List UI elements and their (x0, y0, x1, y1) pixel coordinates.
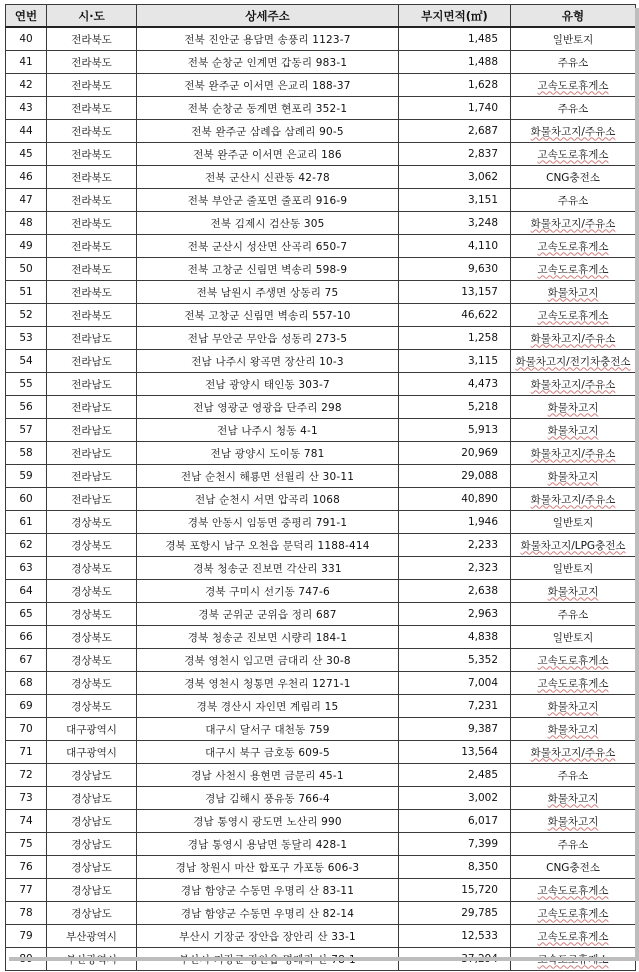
cell-region: 경상북도 (47, 511, 137, 534)
table-row (6, 97, 636, 120)
cell-no: 65 (6, 603, 47, 626)
table-row (6, 534, 636, 557)
cell-no: 70 (6, 718, 47, 741)
cell-type (511, 419, 636, 442)
cell-address: 전북 진안군 용담면 송풍리 1123-7 (137, 27, 399, 51)
cell-type (511, 327, 636, 350)
cell-area: 46,622 (399, 304, 511, 327)
type-label: 주유소 (557, 194, 589, 207)
table-row (6, 833, 636, 856)
cell-type (511, 166, 636, 189)
cell-type (511, 672, 636, 695)
cell-no: 73 (6, 787, 47, 810)
cell-no: 51 (6, 281, 47, 304)
table-row (6, 235, 636, 258)
cell-area: 5,352 (399, 649, 511, 672)
cell-area: 2,963 (399, 603, 511, 626)
cell-region: 전라북도 (47, 235, 137, 258)
cell-address: 전북 완주군 삼례읍 삼례리 90-5 (137, 120, 399, 143)
type-label: 고속도로휴게소 (537, 263, 609, 276)
cell-address: 경북 청송군 진보면 각산리 331 (137, 557, 399, 580)
type-label: 주유소 (557, 56, 589, 69)
cell-type (511, 557, 636, 580)
header-area: 부지면적(㎡) (399, 5, 511, 28)
type-label: 화물차고지/LPG충전소 (520, 539, 626, 552)
type-label: 화물차고지 (547, 792, 599, 805)
cell-address: 전남 순천시 서면 압곡리 1068 (137, 488, 399, 511)
cell-type (511, 580, 636, 603)
type-label: 주유소 (557, 102, 589, 115)
cell-area: 6,017 (399, 810, 511, 833)
cell-area: 3,002 (399, 787, 511, 810)
cell-type (511, 350, 636, 373)
cell-region: 대구광역시 (47, 718, 137, 741)
cell-no: 43 (6, 97, 47, 120)
cell-address: 경남 함양군 수동면 우명리 산 82-14 (137, 902, 399, 925)
cell-region: 경상남도 (47, 902, 137, 925)
cell-area: 7,399 (399, 833, 511, 856)
table-row (6, 51, 636, 74)
table-row (6, 258, 636, 281)
cell-region: 경상남도 (47, 856, 137, 879)
cell-no: 66 (6, 626, 47, 649)
cell-area: 9,630 (399, 258, 511, 281)
type-label: 고속도로휴게소 (537, 240, 609, 253)
cell-no: 64 (6, 580, 47, 603)
cell-type (511, 787, 636, 810)
cell-no: 54 (6, 350, 47, 373)
type-label: 주유소 (557, 608, 589, 621)
cell-no: 62 (6, 534, 47, 557)
table-row (6, 212, 636, 235)
cell-region: 전라남도 (47, 327, 137, 350)
cell-area: 2,837 (399, 143, 511, 166)
cell-area: 1,258 (399, 327, 511, 350)
page-shadow-right (635, 8, 639, 959)
cell-area: 5,218 (399, 396, 511, 419)
header-no: 연번 (6, 5, 47, 28)
cell-address: 전남 나주시 청동 4-1 (137, 419, 399, 442)
table-row (6, 810, 636, 833)
table-row (6, 695, 636, 718)
cell-region: 부산광역시 (47, 925, 137, 948)
cell-address: 전북 완주군 이서면 은교리 186 (137, 143, 399, 166)
cell-region: 경상북도 (47, 534, 137, 557)
table-row (6, 511, 636, 534)
cell-no: 74 (6, 810, 47, 833)
cell-address: 전북 고창군 신림면 벽송리 557-10 (137, 304, 399, 327)
cell-region: 전라북도 (47, 189, 137, 212)
cell-type (511, 925, 636, 948)
cell-address: 경북 청송군 진보면 시량리 184-1 (137, 626, 399, 649)
type-label: 고속도로휴게소 (537, 930, 609, 943)
cell-type (511, 27, 636, 51)
cell-address: 경남 김해시 풍유동 766-4 (137, 787, 399, 810)
table-row (6, 879, 636, 902)
cell-address: 경북 영천시 임고면 금대리 산 30-8 (137, 649, 399, 672)
cell-address: 전북 고창군 신림면 벽송리 598-9 (137, 258, 399, 281)
type-label: 화물차고지 (547, 286, 599, 299)
header-row (6, 5, 636, 28)
cell-region: 전라남도 (47, 442, 137, 465)
cell-type (511, 212, 636, 235)
cell-region: 경상북도 (47, 695, 137, 718)
cell-region: 경상북도 (47, 626, 137, 649)
cell-type (511, 534, 636, 557)
cell-address: 경남 함양군 수동면 우명리 산 83-11 (137, 879, 399, 902)
cell-no: 56 (6, 396, 47, 419)
type-label: 화물차고지/주유소 (530, 746, 616, 759)
type-label: CNG충전소 (546, 171, 600, 184)
cell-type (511, 304, 636, 327)
cell-area: 13,157 (399, 281, 511, 304)
cell-region: 경상남도 (47, 879, 137, 902)
cell-address: 전북 부안군 줄포면 줄포리 916-9 (137, 189, 399, 212)
cell-type (511, 511, 636, 534)
cell-area: 2,233 (399, 534, 511, 557)
cell-area: 20,969 (399, 442, 511, 465)
cell-no: 44 (6, 120, 47, 143)
table-row (6, 373, 636, 396)
cell-region: 전라북도 (47, 304, 137, 327)
table-row (6, 304, 636, 327)
header-region: 시·도 (47, 5, 137, 28)
cell-type (511, 626, 636, 649)
type-label: 고속도로휴게소 (537, 677, 609, 690)
table-row (6, 672, 636, 695)
table-row (6, 120, 636, 143)
cell-address: 부산시 기장군 장안읍 장안리 산 33-1 (137, 925, 399, 948)
table-row (6, 350, 636, 373)
cell-area: 1,628 (399, 74, 511, 97)
cell-area: 9,387 (399, 718, 511, 741)
cell-address: 전북 김제시 검산동 305 (137, 212, 399, 235)
cell-no: 76 (6, 856, 47, 879)
cell-region: 전라북도 (47, 143, 137, 166)
cell-address: 전남 순천시 해룡면 선월리 산 30-11 (137, 465, 399, 488)
cell-address: 경남 사천시 용현면 금문리 45-1 (137, 764, 399, 787)
cell-region: 전라북도 (47, 27, 137, 51)
cell-no: 58 (6, 442, 47, 465)
cell-region: 전라북도 (47, 166, 137, 189)
cell-area: 1,485 (399, 27, 511, 51)
cell-type (511, 718, 636, 741)
cell-region: 전라북도 (47, 212, 137, 235)
table-row (6, 649, 636, 672)
cell-address: 전남 영광군 영광읍 단주리 298 (137, 396, 399, 419)
table-row (6, 465, 636, 488)
cell-type (511, 396, 636, 419)
cell-area: 8,350 (399, 856, 511, 879)
cell-region: 전라남도 (47, 350, 137, 373)
cell-area: 3,115 (399, 350, 511, 373)
table-header (6, 5, 636, 28)
cell-area: 5,913 (399, 419, 511, 442)
cell-type (511, 235, 636, 258)
cell-address: 전남 나주시 왕곡면 장산리 10-3 (137, 350, 399, 373)
type-label: 고속도로휴게소 (537, 79, 609, 92)
cell-address: 경남 창원시 마산 합포구 가포동 606-3 (137, 856, 399, 879)
cell-area: 2,485 (399, 764, 511, 787)
table-row (6, 856, 636, 879)
cell-no: 67 (6, 649, 47, 672)
table-row (6, 925, 636, 948)
cell-address: 경북 군위군 군위읍 정리 687 (137, 603, 399, 626)
type-label: 일반토지 (552, 33, 594, 46)
cell-area: 3,151 (399, 189, 511, 212)
cell-area: 2,638 (399, 580, 511, 603)
cell-area: 40,890 (399, 488, 511, 511)
cell-no: 48 (6, 212, 47, 235)
table-row (6, 442, 636, 465)
table-row (6, 74, 636, 97)
cell-no: 40 (6, 27, 47, 51)
cell-type (511, 810, 636, 833)
type-label: 주유소 (557, 838, 589, 851)
cell-area: 12,533 (399, 925, 511, 948)
cell-address: 전남 광양시 도이동 781 (137, 442, 399, 465)
cell-type (511, 603, 636, 626)
type-label: 고속도로휴게소 (537, 654, 609, 667)
header-address: 상세주소 (137, 5, 399, 28)
page-shadow-bottom (9, 957, 639, 961)
cell-area: 7,231 (399, 695, 511, 718)
cell-type (511, 258, 636, 281)
cell-address: 전북 완주군 이서면 은교리 188-37 (137, 74, 399, 97)
cell-no: 63 (6, 557, 47, 580)
type-label: 화물차고지/주유소 (530, 125, 616, 138)
cell-area: 29,785 (399, 902, 511, 925)
cell-type (511, 465, 636, 488)
cell-area: 4,110 (399, 235, 511, 258)
table-row (6, 327, 636, 350)
cell-area: 1,488 (399, 51, 511, 74)
cell-area: 1,740 (399, 97, 511, 120)
cell-address: 경남 통영시 용남면 동달리 428-1 (137, 833, 399, 856)
table-row (6, 189, 636, 212)
cell-region: 전라남도 (47, 419, 137, 442)
cell-address: 경북 포항시 남구 오천읍 문덕리 1188-414 (137, 534, 399, 557)
cell-address: 전북 순창군 인계면 갑동리 983-1 (137, 51, 399, 74)
cell-region: 전라남도 (47, 465, 137, 488)
type-label: 화물차고지 (547, 401, 599, 414)
cell-no: 45 (6, 143, 47, 166)
cell-type (511, 695, 636, 718)
cell-area: 15,720 (399, 879, 511, 902)
cell-no: 69 (6, 695, 47, 718)
cell-type (511, 764, 636, 787)
document-page (5, 4, 635, 957)
cell-region: 전라남도 (47, 396, 137, 419)
cell-no: 47 (6, 189, 47, 212)
type-label: 화물차고지 (547, 723, 599, 736)
cell-region: 전라북도 (47, 120, 137, 143)
cell-no: 71 (6, 741, 47, 764)
type-label: 고속도로휴게소 (537, 148, 609, 161)
type-label: 화물차고지/주유소 (530, 493, 616, 506)
type-label: 고속도로휴게소 (537, 907, 609, 920)
table-row (6, 488, 636, 511)
table-row (6, 902, 636, 925)
cell-type (511, 902, 636, 925)
table-row (6, 626, 636, 649)
cell-region: 전라북도 (47, 97, 137, 120)
table-row (6, 396, 636, 419)
cell-type (511, 281, 636, 304)
cell-no: 49 (6, 235, 47, 258)
cell-no: 79 (6, 925, 47, 948)
cell-region: 대구광역시 (47, 741, 137, 764)
cell-type (511, 856, 636, 879)
table-row (6, 603, 636, 626)
cell-address: 전북 군산시 신관동 42-78 (137, 166, 399, 189)
type-label: 일반토지 (552, 562, 594, 575)
cell-type (511, 879, 636, 902)
cell-no: 52 (6, 304, 47, 327)
cell-region: 경상북도 (47, 580, 137, 603)
cell-no: 60 (6, 488, 47, 511)
cell-no: 77 (6, 879, 47, 902)
type-label: 화물차고지 (547, 424, 599, 437)
cell-type (511, 442, 636, 465)
cell-region: 전라북도 (47, 74, 137, 97)
cell-type (511, 741, 636, 764)
cell-no: 41 (6, 51, 47, 74)
cell-region: 전라남도 (47, 373, 137, 396)
type-label: 화물차고지 (547, 815, 599, 828)
cell-region: 경상북도 (47, 649, 137, 672)
type-label: 화물차고지 (547, 585, 599, 598)
cell-area: 13,564 (399, 741, 511, 764)
cell-region: 경상남도 (47, 833, 137, 856)
table-body (6, 27, 636, 971)
cell-type (511, 373, 636, 396)
table-row (6, 764, 636, 787)
type-label: 주유소 (557, 769, 589, 782)
cell-address: 전북 순창군 동계면 현포리 352-1 (137, 97, 399, 120)
cell-area: 4,838 (399, 626, 511, 649)
table-row (6, 27, 636, 51)
cell-region: 경상남도 (47, 787, 137, 810)
cell-no: 55 (6, 373, 47, 396)
table-row (6, 557, 636, 580)
cell-type (511, 833, 636, 856)
cell-area: 1,946 (399, 511, 511, 534)
cell-address: 대구시 북구 금호동 609-5 (137, 741, 399, 764)
cell-address: 경북 경산시 자인면 계림리 15 (137, 695, 399, 718)
type-label: 화물차고지 (547, 700, 599, 713)
type-label: CNG충전소 (546, 861, 600, 874)
table-row (6, 741, 636, 764)
cell-no: 46 (6, 166, 47, 189)
cell-type (511, 488, 636, 511)
cell-area: 7,004 (399, 672, 511, 695)
cell-no: 61 (6, 511, 47, 534)
table-row (6, 166, 636, 189)
type-label: 일반토지 (552, 631, 594, 644)
cell-address: 경북 영천시 청통면 우천리 1271-1 (137, 672, 399, 695)
table-row (6, 718, 636, 741)
cell-region: 경상북도 (47, 672, 137, 695)
table-row (6, 419, 636, 442)
cell-type (511, 189, 636, 212)
cell-type (511, 143, 636, 166)
cell-area: 2,687 (399, 120, 511, 143)
cell-region: 전라북도 (47, 281, 137, 304)
cell-no: 78 (6, 902, 47, 925)
cell-area: 3,062 (399, 166, 511, 189)
cell-no: 72 (6, 764, 47, 787)
cell-type (511, 97, 636, 120)
type-label: 일반토지 (552, 516, 594, 529)
cell-no: 59 (6, 465, 47, 488)
table-row (6, 787, 636, 810)
cell-region: 전라남도 (47, 488, 137, 511)
cell-type (511, 120, 636, 143)
type-label: 화물차고지/주유소 (530, 378, 616, 391)
table-row (6, 281, 636, 304)
cell-type (511, 649, 636, 672)
cell-region: 경상북도 (47, 557, 137, 580)
cell-region: 전라북도 (47, 51, 137, 74)
type-label: 화물차고지/주유소 (530, 217, 616, 230)
cell-no: 57 (6, 419, 47, 442)
cell-address: 전남 광양시 태인동 303-7 (137, 373, 399, 396)
cell-address: 전북 남원시 주생면 상동리 75 (137, 281, 399, 304)
cell-address: 경남 통영시 광도면 노산리 990 (137, 810, 399, 833)
cell-region: 경상북도 (47, 603, 137, 626)
site-list-table (5, 4, 636, 971)
cell-region: 경상남도 (47, 764, 137, 787)
cell-region: 전라북도 (47, 258, 137, 281)
table-row (6, 143, 636, 166)
cell-no: 42 (6, 74, 47, 97)
cell-region: 경상남도 (47, 810, 137, 833)
cell-address: 경북 구미시 선기동 747-6 (137, 580, 399, 603)
cell-address: 전북 군산시 성산면 산곡리 650-7 (137, 235, 399, 258)
type-label: 화물차고지/주유소 (530, 332, 616, 345)
cell-type (511, 74, 636, 97)
type-label: 고속도로휴게소 (537, 309, 609, 322)
cell-area: 4,473 (399, 373, 511, 396)
cell-no: 75 (6, 833, 47, 856)
type-label: 화물차고지/주유소 (530, 447, 616, 460)
cell-address: 대구시 달서구 대천동 759 (137, 718, 399, 741)
type-label: 화물차고지/전기차충전소 (515, 355, 631, 368)
type-label: 고속도로휴게소 (537, 884, 609, 897)
type-label: 화물차고지 (547, 470, 599, 483)
cell-type (511, 51, 636, 74)
cell-area: 3,248 (399, 212, 511, 235)
cell-address: 전남 무안군 무안읍 성동리 273-5 (137, 327, 399, 350)
cell-address: 경북 안동시 임동면 중평리 791-1 (137, 511, 399, 534)
header-type: 유형 (511, 5, 636, 28)
table-row (6, 580, 636, 603)
cell-area: 2,323 (399, 557, 511, 580)
cell-no: 68 (6, 672, 47, 695)
cell-no: 50 (6, 258, 47, 281)
cell-area: 29,088 (399, 465, 511, 488)
cell-no: 53 (6, 327, 47, 350)
